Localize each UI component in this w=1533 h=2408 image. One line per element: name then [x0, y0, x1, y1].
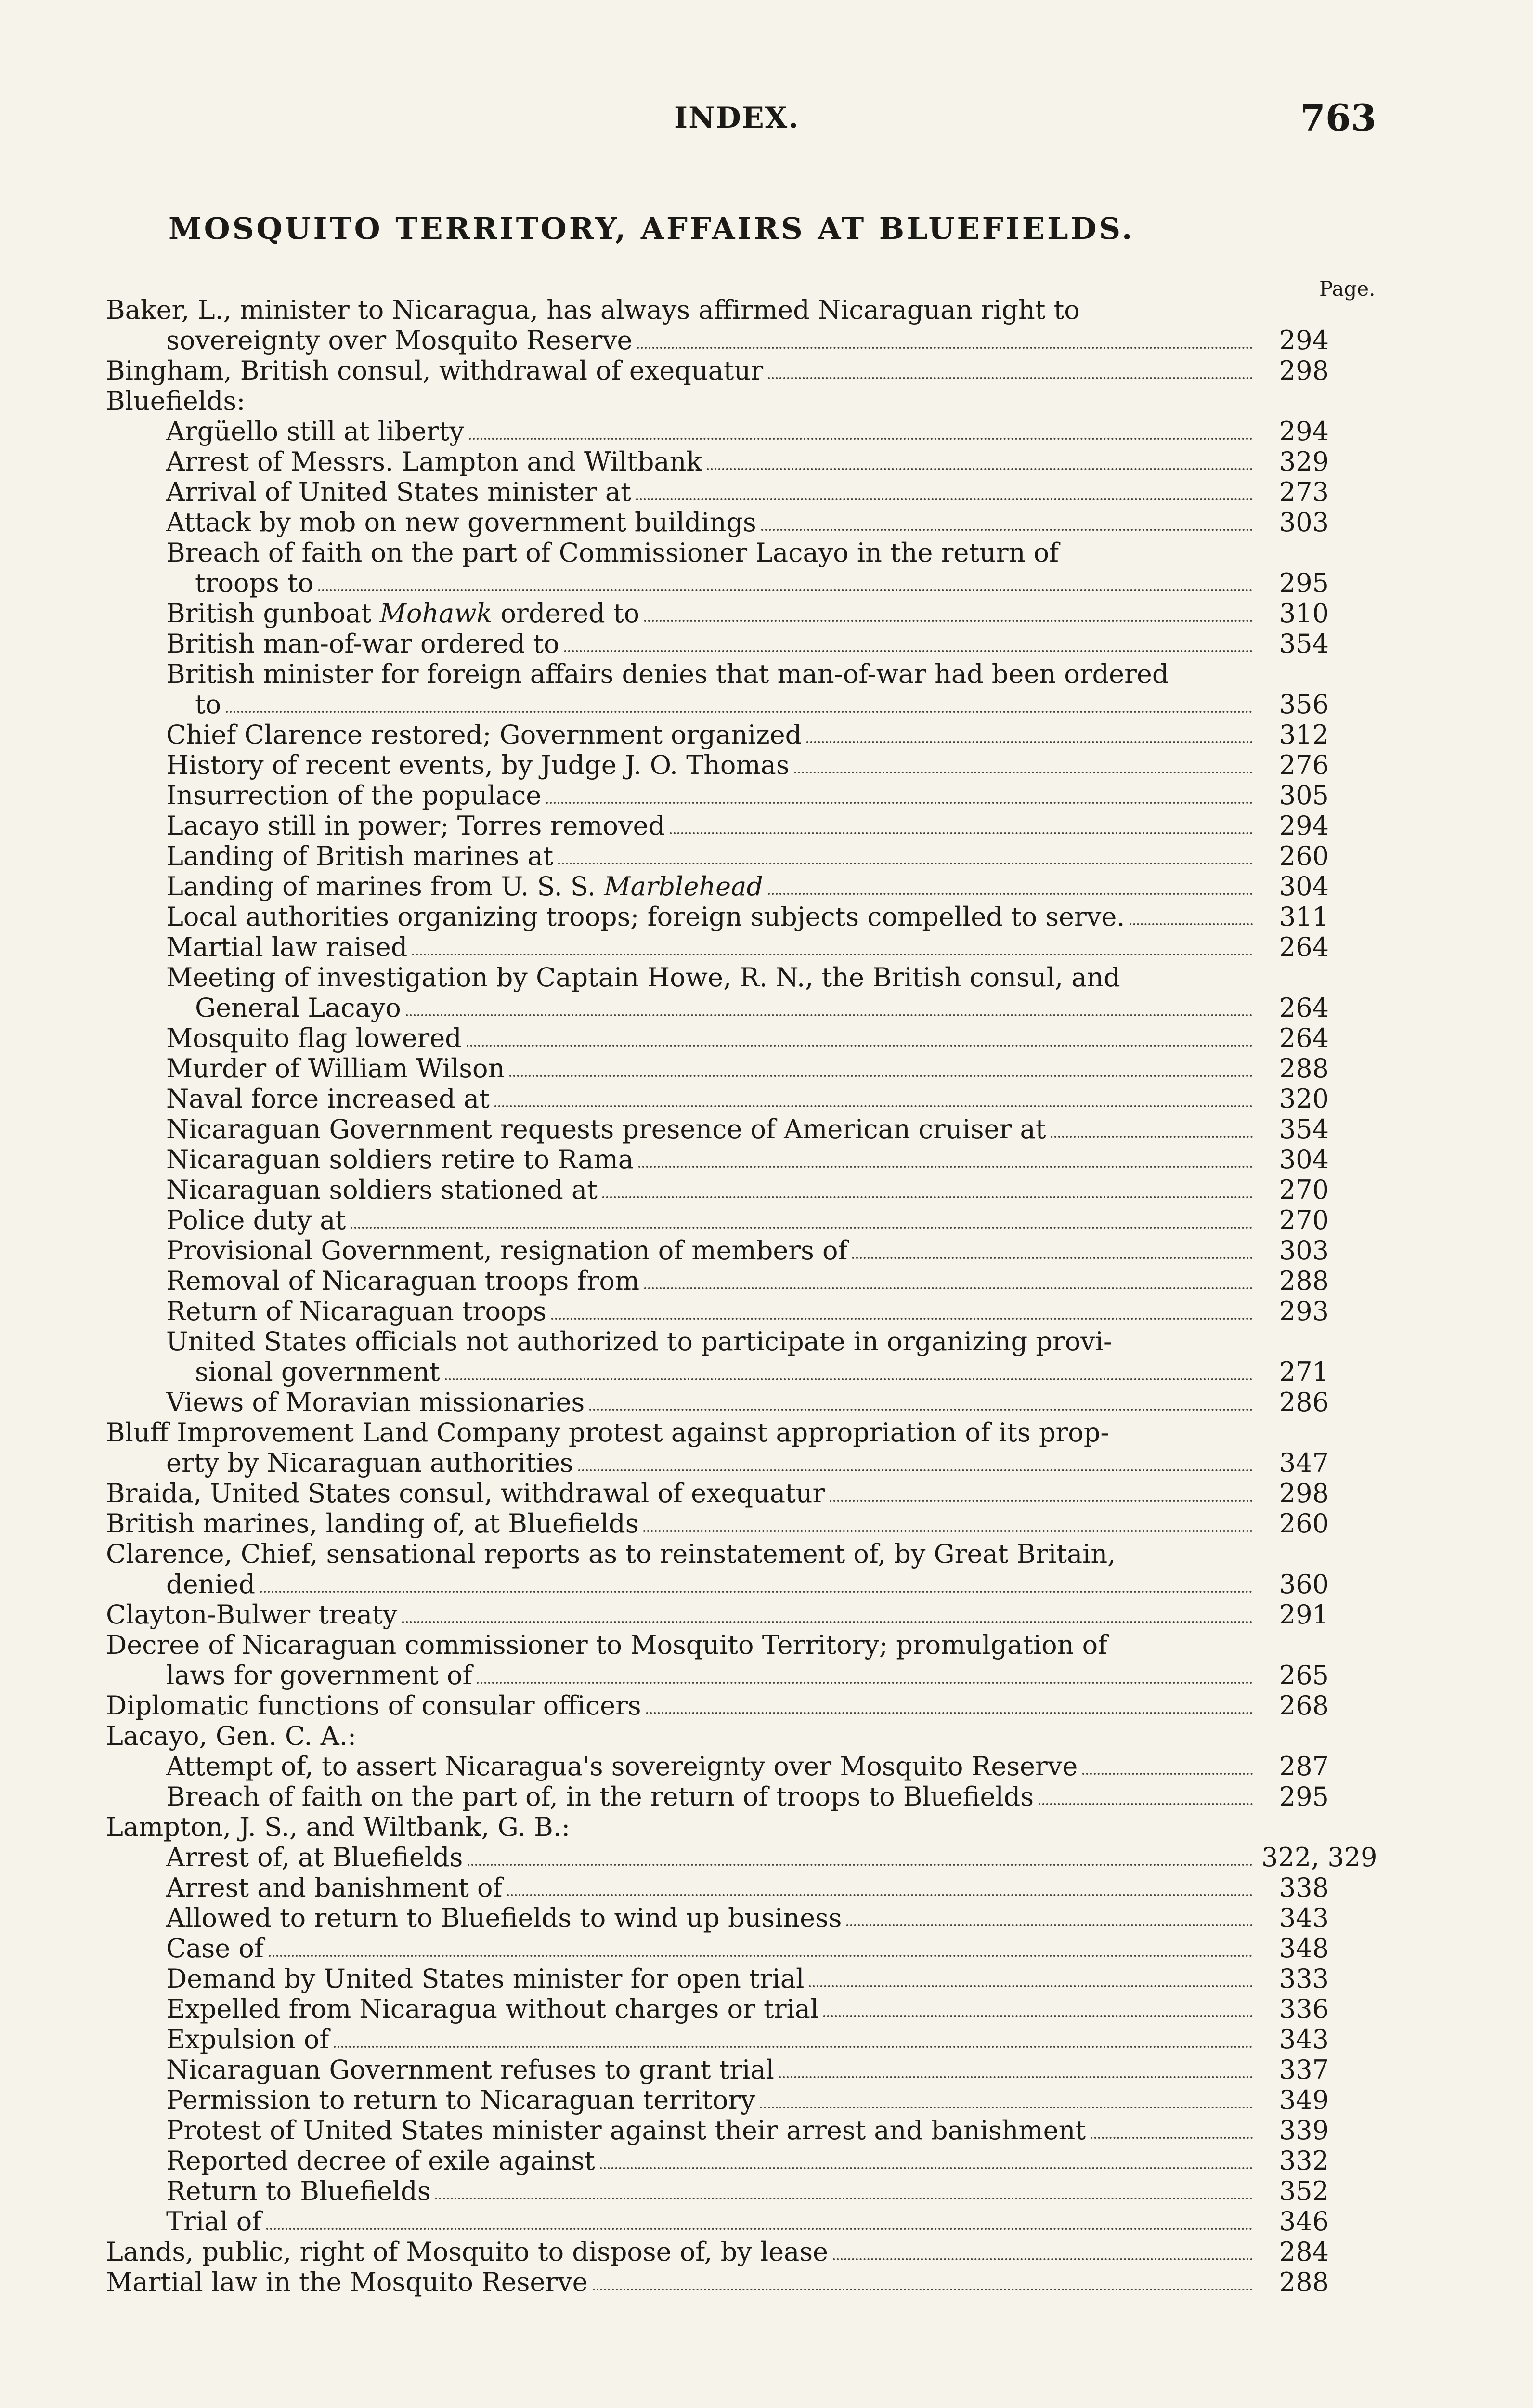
- index-entry: Arrest of, at Bluefields 322, 329: [166, 1842, 1377, 1872]
- index-entry: Mosquito flag lowered 264: [166, 1023, 1329, 1053]
- ship-name: Mohawk: [379, 598, 493, 628]
- index-entry: Arrest and banishment of 338: [166, 1872, 1329, 1903]
- index-entry: United States officials not authorized to participate in organizing provi- sional government 271: [166, 1326, 1329, 1387]
- index-entry: Lands, public, right of Mosquito to dispose of, by lease 284: [106, 2237, 1329, 2267]
- index-entry: Arrest of Messrs. Lampton and Wiltbank 329: [166, 446, 1329, 477]
- index-heading: Lampton, J. S., and Wiltbank, G. B.:: [106, 1812, 571, 1842]
- page-ref: 298: [1279, 1478, 1329, 1508]
- page-ref: 270: [1279, 1175, 1329, 1205]
- index-entry: Insurrection of the populace 305: [166, 780, 1329, 811]
- page-ref: 264: [1279, 1023, 1329, 1053]
- index-entry: Return to Bluefields 352: [166, 2176, 1329, 2206]
- index-entry: Protest of United States minister against their arrest and banishment 339: [166, 2115, 1329, 2146]
- page-ref: 332: [1279, 2146, 1329, 2176]
- index-entry: Bingham, British consul, withdrawal of exequatur 298: [106, 355, 1329, 386]
- index-entry: Provisional Government, resignation of members of 303: [166, 1235, 1329, 1266]
- page-ref: 349: [1279, 2085, 1329, 2115]
- page-ref: 305: [1279, 780, 1329, 811]
- index-entry: Removal of Nicaraguan troops from 288: [166, 1266, 1329, 1296]
- index-entry: History of recent events, by Judge J. O. Thomas 276: [166, 750, 1329, 780]
- page-ref: 346: [1279, 2206, 1329, 2237]
- index-entry: Meeting of investigation by Captain Howe, R. N., the British consul, and General Lacayo 264: [166, 962, 1329, 1023]
- page-ref: 338: [1279, 1872, 1329, 1903]
- index-entry: Landing of British marines at 260: [166, 841, 1329, 871]
- index-entry: Demand by United States minister for open trial 333: [166, 1963, 1329, 1994]
- page-ref: 264: [1279, 993, 1329, 1023]
- index-entry: Trial of 346: [166, 2206, 1329, 2237]
- index-subentries: [106, 416, 1329, 1417]
- page-ref: 294: [1279, 811, 1329, 841]
- index-entry: Reported decree of exile against 332: [166, 2146, 1329, 2176]
- section-title: MOSQUITO TERRITORY, AFFAIRS AT BLUEFIELDS.: [169, 211, 1135, 246]
- index-entry: Nicaraguan soldiers retire to Rama 304: [166, 1144, 1329, 1175]
- page-ref: 286: [1279, 1387, 1329, 1417]
- index-entry: Return of Nicaraguan troops 293: [166, 1296, 1329, 1326]
- page-ref: 276: [1279, 750, 1329, 780]
- page-ref: 339: [1279, 2115, 1329, 2146]
- page-ref: 348: [1279, 1933, 1329, 1963]
- index-entry: Expulsion of 343: [166, 2024, 1329, 2055]
- page-ref: 294: [1279, 325, 1329, 355]
- page-ref: 329: [1279, 446, 1329, 477]
- index-entry: Martial law in the Mosquito Reserve 288: [106, 2267, 1329, 2297]
- page-ref: 343: [1279, 1903, 1329, 1933]
- page-ref: 352: [1279, 2176, 1329, 2206]
- page-ref: 288: [1279, 1266, 1329, 1296]
- page-ref: 303: [1279, 1235, 1329, 1266]
- index-entry: British gunboat Mohawk ordered to 310: [166, 598, 1329, 628]
- index-entry: Martial law raised 264: [166, 932, 1329, 962]
- page-ref: 288: [1279, 2267, 1329, 2297]
- page-number: 763: [1300, 96, 1377, 139]
- index-entry: British man-of-war ordered to 354: [166, 628, 1329, 659]
- page-ref: 310: [1279, 598, 1329, 628]
- index-entry: Naval force increased at 320: [166, 1084, 1329, 1114]
- index-entry: Murder of William Wilson 288: [166, 1053, 1329, 1084]
- page-ref: 354: [1279, 628, 1329, 659]
- index-entry: Breach of faith on the part of Commissioner Lacayo in the return of troops to 295: [166, 537, 1329, 598]
- page-ref: 260: [1279, 841, 1329, 871]
- index-entry: Braida, United States consul, withdrawal of exequatur 298: [106, 1478, 1329, 1508]
- index-heading: Lacayo, Gen. C. A.:: [106, 1721, 357, 1751]
- index-entry: Arrival of United States minister at 273: [166, 477, 1329, 507]
- page-ref: 320: [1279, 1084, 1329, 1114]
- index-entry: Diplomatic functions of consular officers 268: [106, 1690, 1329, 1721]
- running-head: INDEX.: [674, 101, 800, 135]
- page-ref: 271: [1279, 1357, 1329, 1387]
- page-ref: 337: [1279, 2055, 1329, 2085]
- index-entry: Local authorities organizing troops; foreign subjects compelled to serve. 311: [166, 902, 1329, 932]
- index-entry: Permission to return to Nicaraguan territory 349: [166, 2085, 1329, 2115]
- index-entry: Nicaraguan soldiers stationed at 270: [166, 1175, 1329, 1205]
- page-ref: 354: [1279, 1114, 1329, 1144]
- page-ref: 264: [1279, 932, 1329, 962]
- index-entry: Clarence, Chief, sensational reports as to reinstatement of, by Great Britain, denied 360: [106, 1539, 1329, 1599]
- index-entry: British minister for foreign affairs denies that man-of-war had been ordered to 356: [166, 659, 1329, 720]
- index-entry: Case of 348: [166, 1933, 1329, 1963]
- index-entry: Breach of faith on the part of, in the return of troops to Bluefields 295: [166, 1781, 1329, 1812]
- page-ref: 295: [1279, 568, 1329, 598]
- page-ref: 294: [1279, 416, 1329, 446]
- index-entry: Views of Moravian missionaries 286: [166, 1387, 1329, 1417]
- page-ref: 273: [1279, 477, 1329, 507]
- ship-name: Marblehead: [604, 871, 763, 902]
- index-heading: Bluefields:: [106, 386, 246, 416]
- index-entry: Bluff Improvement Land Company protest against appropriation of its prop- erty by Nicaraguan authorities 347: [106, 1417, 1329, 1478]
- page-ref: 322, 329: [1261, 1842, 1377, 1872]
- index-entry: Police duty at 270: [166, 1205, 1329, 1235]
- page-ref: 284: [1279, 2237, 1329, 2267]
- index-entry: Nicaraguan Government requests presence of American cruiser at 354: [166, 1114, 1329, 1144]
- index-entry: Expelled from Nicaragua without charges or trial 336: [166, 1994, 1329, 2024]
- page-ref: 287: [1279, 1751, 1329, 1781]
- index-entry: Decree of Nicaraguan commissioner to Mosquito Territory; promulgation of laws for government of 265: [106, 1630, 1329, 1690]
- page-ref: 298: [1279, 355, 1329, 386]
- page-ref: 270: [1279, 1205, 1329, 1235]
- page-ref: 336: [1279, 1994, 1329, 2024]
- index-entry: Baker, L., minister to Nicaragua, has always affirmed Nicaraguan right to sovereignty over Mosquito Reserve 294: [106, 295, 1329, 355]
- index-entry: Attack by mob on new government buildings 303: [166, 507, 1329, 537]
- index-subentries: [106, 1842, 1377, 2237]
- page-ref: 303: [1279, 507, 1329, 537]
- index-entry: Chief Clarence restored; Government organized 312: [166, 720, 1329, 750]
- page-ref: 268: [1279, 1690, 1329, 1721]
- page-ref: 304: [1279, 1144, 1329, 1175]
- index-entry: Attempt of, to assert Nicaragua's sovereignty over Mosquito Reserve 287: [166, 1751, 1329, 1781]
- index-entry: Nicaraguan Government refuses to grant trial 337: [166, 2055, 1329, 2085]
- index-entry: Lacayo still in power; Torres removed 294: [166, 811, 1329, 841]
- index-entry: Allowed to return to Bluefields to wind up business 343: [166, 1903, 1329, 1933]
- page-ref: 295: [1279, 1781, 1329, 1812]
- page-ref: 260: [1279, 1508, 1329, 1539]
- page-ref: 304: [1279, 871, 1329, 902]
- index-entries: [106, 295, 1377, 2297]
- index-entry: Argüello still at liberty 294: [166, 416, 1329, 446]
- index-entry: British marines, landing of, at Bluefields 260: [106, 1508, 1329, 1539]
- page-ref: 288: [1279, 1053, 1329, 1084]
- page-ref: 360: [1279, 1569, 1329, 1599]
- page-ref: 333: [1279, 1963, 1329, 1994]
- page-ref: 347: [1279, 1448, 1329, 1478]
- page-ref: 356: [1279, 689, 1329, 720]
- page-ref: 312: [1279, 720, 1329, 750]
- page-ref: 293: [1279, 1296, 1329, 1326]
- page-ref: 291: [1279, 1599, 1329, 1630]
- page-column-heading: Page.: [1319, 277, 1376, 301]
- page-ref: 265: [1279, 1660, 1329, 1690]
- index-entry: Clayton-Bulwer treaty 291: [106, 1599, 1329, 1630]
- index-subentries: [106, 1751, 1329, 1812]
- page-ref: 343: [1279, 2024, 1329, 2055]
- page-ref: 311: [1279, 902, 1329, 932]
- index-entry: Landing of marines from U. S. S. Marblehead 304: [166, 871, 1329, 902]
